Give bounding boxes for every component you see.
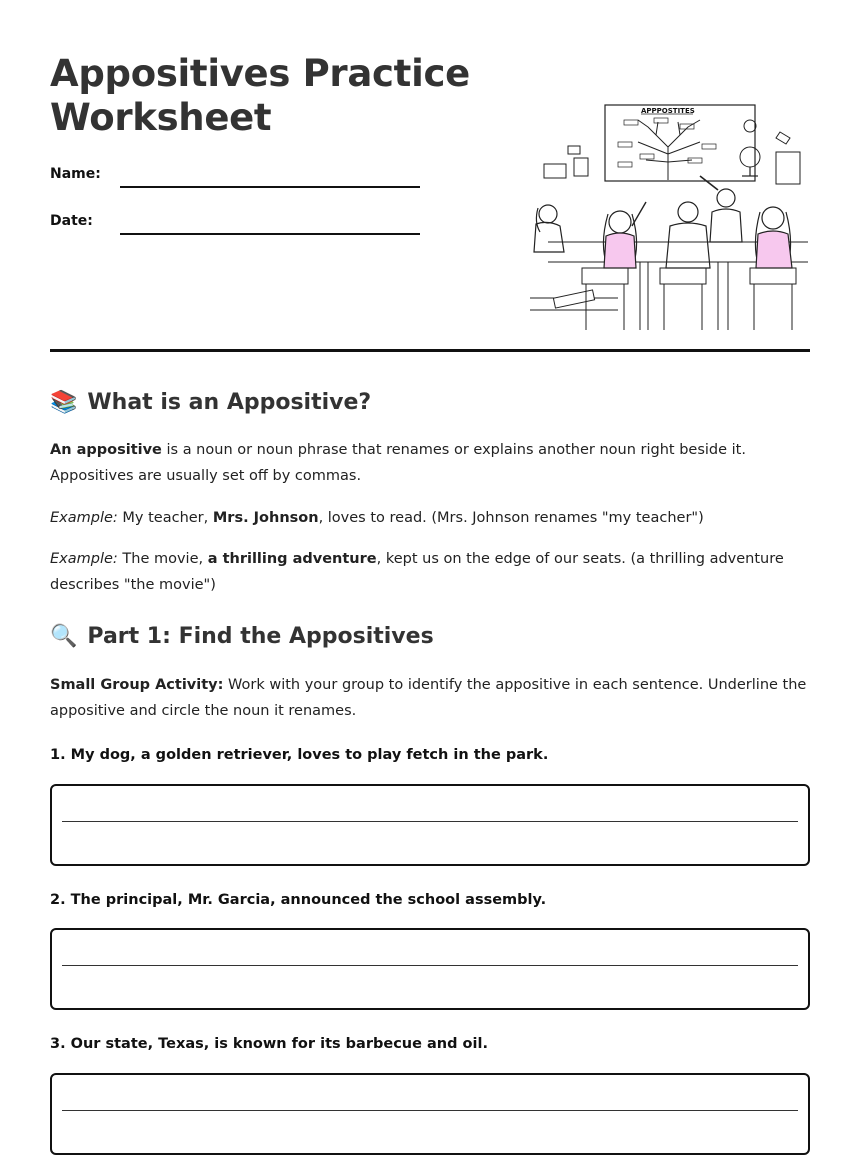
example-2-pre: The movie, (117, 551, 208, 567)
definition-paragraph (50, 437, 810, 489)
answer-box-3[interactable] (50, 1073, 810, 1155)
student-pink-1 (603, 202, 646, 268)
name-label: Name: (50, 166, 101, 182)
header-divider (50, 349, 810, 352)
section-what-title: What is an Appositive? (87, 390, 372, 415)
poster-frame (605, 105, 755, 181)
question-2: 2. The principal, Mr. Garcia, announced the school assembly. (50, 892, 547, 908)
answer-line (62, 821, 798, 822)
page-title: Appositives Practice Worksheet (50, 52, 470, 139)
date-label: Date: (50, 213, 93, 229)
example-1-pre: My teacher, (117, 510, 213, 526)
classroom-illustration (528, 102, 811, 332)
activity-instructions (50, 672, 810, 724)
student-left (534, 205, 564, 252)
example-1 (50, 505, 810, 531)
example-1-post: , loves to read. (Mrs. Johnson renames "my teacher") (318, 510, 704, 526)
section-part1-heading (50, 624, 434, 649)
student-boy-1 (666, 202, 710, 268)
worksheet-page (50, 0, 810, 1052)
answer-box-1[interactable] (50, 784, 810, 866)
name-line[interactable] (120, 186, 420, 188)
magnifier-icon: 🔍 (50, 624, 78, 649)
question-1: 1. My dog, a golden retriever, loves to play fetch in the park. (50, 747, 549, 763)
example-2-post: , kept us on the edge of our seats. (a thrilling adventure describes "the movie") (50, 551, 784, 593)
example-2 (50, 546, 810, 598)
question-3: 3. Our state, Texas, is known for its barbecue and oil. (50, 1036, 488, 1052)
answer-line (62, 1110, 798, 1111)
example-2-label: Example: (50, 551, 118, 567)
activity-label: Small Group Activity: (50, 677, 224, 693)
poster-title: APPPOSTITES (641, 107, 695, 115)
activity-text: Work with your group to identify the appositive in each sentence. Underline the appositive and circle the noun it renames. (50, 677, 807, 719)
example-2-appositive: a thrilling adventure (207, 551, 377, 567)
student-pink-2 (755, 207, 792, 268)
definition-term: An appositive (50, 442, 162, 458)
definition-text: is a noun or noun phrase that renames or explains another noun right beside it. Appositives are usually set off by commas. (50, 442, 746, 484)
example-1-appositive: Mrs. Johnson (212, 510, 319, 526)
example-1-label: Example: (50, 510, 118, 526)
section-what-heading (50, 390, 371, 415)
section-part1-title: Part 1: Find the Appositives (87, 624, 434, 649)
answer-line (62, 965, 798, 966)
date-line[interactable] (120, 233, 420, 235)
books-icon: 📚 (50, 390, 78, 415)
worksheet-header (50, 0, 810, 352)
answer-box-2[interactable] (50, 928, 810, 1010)
